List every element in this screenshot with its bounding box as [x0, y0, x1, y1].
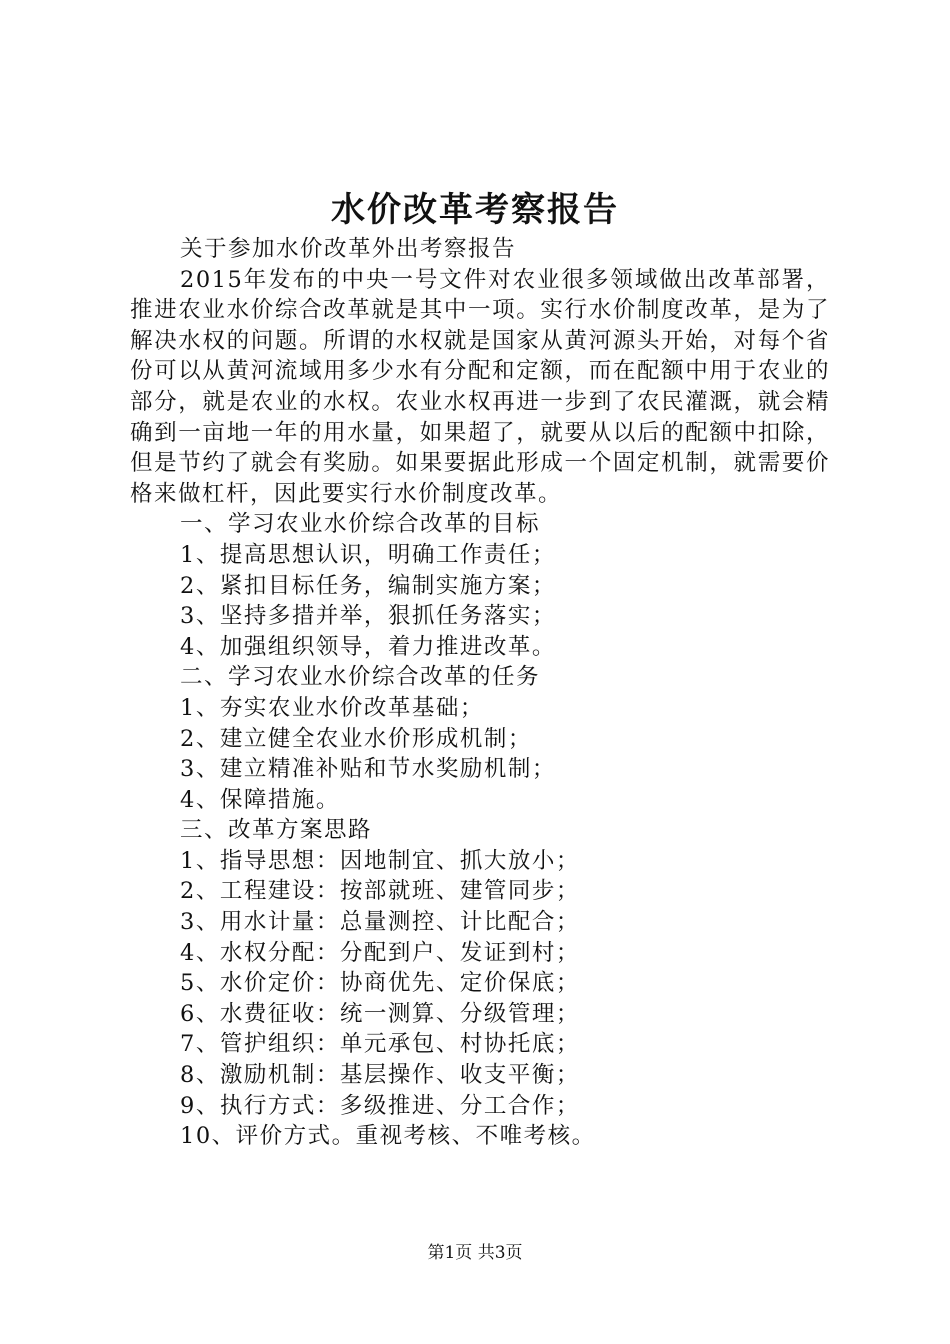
list-item: 9、执行方式：多级推进、分工合作； — [180, 1092, 580, 1119]
list-item: 5、水价定价：协商优先、定价保底； — [180, 970, 580, 997]
list-item: 6、水费征收：统一测算、分级管理； — [180, 1000, 580, 1027]
list-item: 3、用水计量：总量测控、计比配合； — [180, 909, 580, 936]
section-heading: 三、改革方案思路 — [180, 817, 373, 844]
list-item: 1、夯实农业水价改革基础； — [180, 694, 484, 721]
document-subtitle: 关于参加水价改革外出考察报告 — [180, 236, 517, 262]
list-item: 8、激励机制：基层操作、收支平衡； — [180, 1062, 580, 1089]
list-item: 7、管护组织：单元承包、村协托底； — [180, 1031, 580, 1058]
page-footer: 第1页 共3页 — [427, 1243, 523, 1263]
list-item: 4、水权分配：分配到户、发证到村； — [180, 939, 580, 966]
list-item: 2、工程建设：按部就班、建管同步； — [180, 878, 580, 905]
list-item: 1、提高思想认识，明确工作责任； — [180, 541, 556, 568]
list-item: 2、建立健全农业水价形成机制； — [180, 725, 532, 752]
list-item: 3、坚持多措并举，狠抓任务落实； — [180, 603, 556, 630]
section-heading: 二、学习农业水价综合改革的任务 — [180, 664, 541, 691]
list-item: 2、紧扣目标任务，编制实施方案； — [180, 572, 556, 599]
intro-paragraph: 2015年发布的中央一号文件对农业很多领域做出改革部署，推进农业水价综合改革就是其中一项。实行水价制度改革，是为了解决水权的问题。所谓的水权就是国家从黄河源头开始，对每个省份可以从黄河流域用多少水有分配和定额，而在配额中用于农业的部分，就是农业的水权。农业水权再进一步到了农民灌溉，就会精确到一亩地一年的用水量，如果超了，就要从以后的配额中扣除，但是节约了就会有奖励。如果要据此形成一个固定机制，就需要价格来做杠杆，因此要实行水价制度改革。 — [130, 266, 830, 507]
list-item: 3、建立精准补贴和节水奖励机制； — [180, 756, 556, 783]
list-item: 4、加强组织领导，着力推进改革。 — [180, 633, 556, 660]
document-body — [130, 234, 830, 1152]
list-item: 10、评价方式。重视考核、不唯考核。 — [180, 1123, 596, 1150]
list-item: 4、保障措施。 — [180, 786, 340, 813]
page-title: 水价改革考察报告 — [331, 190, 619, 230]
section-heading: 一、学习农业水价综合改革的目标 — [180, 511, 541, 538]
list-item: 1、指导思想：因地制宜、抓大放小； — [180, 847, 580, 874]
